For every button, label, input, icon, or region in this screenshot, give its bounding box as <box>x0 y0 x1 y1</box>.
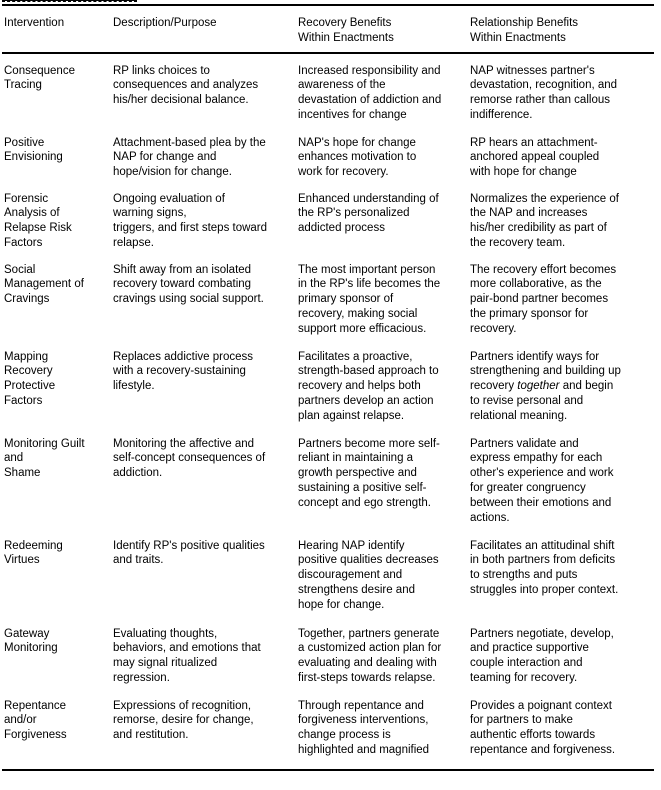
cell-recovery-benefit: Hearing NAP identify positive qualities decreases discouragement and strengthens desire and hope for change. <box>298 539 439 611</box>
table-row <box>2 53 654 126</box>
table-row <box>2 340 654 427</box>
cell-recovery-benefit: The most important person in the RP's life becomes the primary sponsor of recovery, making social support more efficacious. <box>298 263 441 335</box>
cell-recovery-benefit: Enhanced understanding of the RP's personalized addicted process <box>298 192 439 235</box>
interventions-table <box>2 4 654 771</box>
table-row <box>2 529 654 617</box>
table-row <box>2 126 654 182</box>
cell-description: Monitoring the affective and self-concept consequences of addiction. <box>113 437 266 480</box>
table-row <box>2 182 654 253</box>
cell-relationship-benefit: Provides a poignant context for partners to make authentic efforts towards repentance and forgiveness. <box>466 689 654 770</box>
header-row <box>2 5 654 53</box>
cell-intervention: Mapping Recovery Protective Factors <box>4 350 56 407</box>
cell-recovery-benefit: Through repentance and forgiveness interventions, change process is highlighted and magnified <box>294 689 466 770</box>
cell-relationship-benefit: Partners validate and express empathy for each other's experience and work for greater congruency between their emotions and actions. <box>470 437 614 524</box>
cell-description: RP links choices to consequences and analyzes his/her decisional balance. <box>113 64 259 107</box>
header-relationship-benefits: Relationship Benefits Within Enactments <box>466 5 654 53</box>
table-body <box>2 53 654 770</box>
table-row <box>2 689 654 770</box>
cell-relationship-benefit: Partners negotiate, develop, and practice supportive couple interaction and teaming for recovery. <box>470 627 614 684</box>
cell-intervention: Social Management of Cravings <box>4 263 84 306</box>
header-description: Description/Purpose <box>109 5 294 53</box>
header-recovery-benefits: Recovery Benefits Within Enactments <box>294 5 466 53</box>
cell-description: Attachment-based plea by the NAP for change and hope/vision for change. <box>113 136 266 179</box>
cell-relationship-benefit: NAP witnesses partner's devastation, recognition, and remorse rather than callous indifference. <box>470 64 618 121</box>
cell-recovery-benefit: Together, partners generate a customized action plan for evaluating and dealing with first-steps towards relapse. <box>298 627 442 684</box>
cell-intervention: Gateway Monitoring <box>4 627 58 655</box>
cell-intervention: Repentance and/or Forgiveness <box>2 689 109 770</box>
cell-description: Evaluating thoughts, behaviors, and emotions that may signal ritualized regression. <box>113 627 261 684</box>
cell-relationship-benefit <box>466 340 654 427</box>
cell-description: Expressions of recognition, remorse, desire for change, and restitution. <box>109 689 294 770</box>
cell-recovery-benefit: Increased responsibility and awareness of the devastation of addiction and incentives for change <box>298 64 442 121</box>
cell-recovery-benefit: Partners become more self- reliant in maintaining a growth perspective and sustaining a positive self- concept and ego strength. <box>298 437 440 509</box>
cell-intervention: Monitoring Guilt and Shame <box>4 437 85 480</box>
table-row <box>2 617 654 689</box>
table-header <box>2 5 654 53</box>
cell-intervention: Forensic Analysis of Relapse Risk Factors <box>4 192 72 249</box>
table-row <box>2 427 654 529</box>
cell-recovery-benefit: Facilitates a proactive, strength-based approach to recovery and helps both partners develop an action plan against relapse. <box>298 350 439 422</box>
cell-description: Shift away from an isolated recovery toward combating cravings using social support. <box>113 263 264 306</box>
header-intervention: Intervention <box>2 5 109 53</box>
cell-relationship-benefit: The recovery effort becomes more collaborative, as the pair-bond partner becomes the primary sponsor for recovery. <box>470 263 617 335</box>
relationship-text-post: and begin to revise personal and relational meaning. <box>470 380 614 422</box>
relationship-text-pre: Partners identify ways for strengthening and building up recovery <box>470 350 621 393</box>
cell-description: Identify RP's positive qualities and traits. <box>113 539 265 567</box>
cell-description: Replaces addictive process with a recovery-sustaining lifestyle. <box>113 350 253 393</box>
cell-intervention: Redeeming Virtues <box>4 539 63 567</box>
cell-relationship-benefit: RP hears an attachment- anchored appeal coupled with hope for change <box>470 136 600 179</box>
cell-intervention: Positive Envisioning <box>4 136 63 164</box>
cell-intervention: Consequence Tracing <box>4 64 75 92</box>
table-row <box>2 253 654 340</box>
cell-description: Ongoing evaluation of warning signs, triggers, and first steps toward relapse. <box>113 192 268 249</box>
relationship-text-emphasis: together <box>517 380 560 393</box>
cell-relationship-benefit: Facilitates an attitudinal shift in both partners from deficits to strengths and puts struggles into proper context. <box>470 539 619 596</box>
top-rule <box>2 0 137 2</box>
cell-recovery-benefit: NAP's hope for change enhances motivation to work for recovery. <box>298 136 417 179</box>
cell-relationship-benefit: Normalizes the experience of the NAP and increases his/her credibility as part of the recovery team. <box>470 192 619 249</box>
